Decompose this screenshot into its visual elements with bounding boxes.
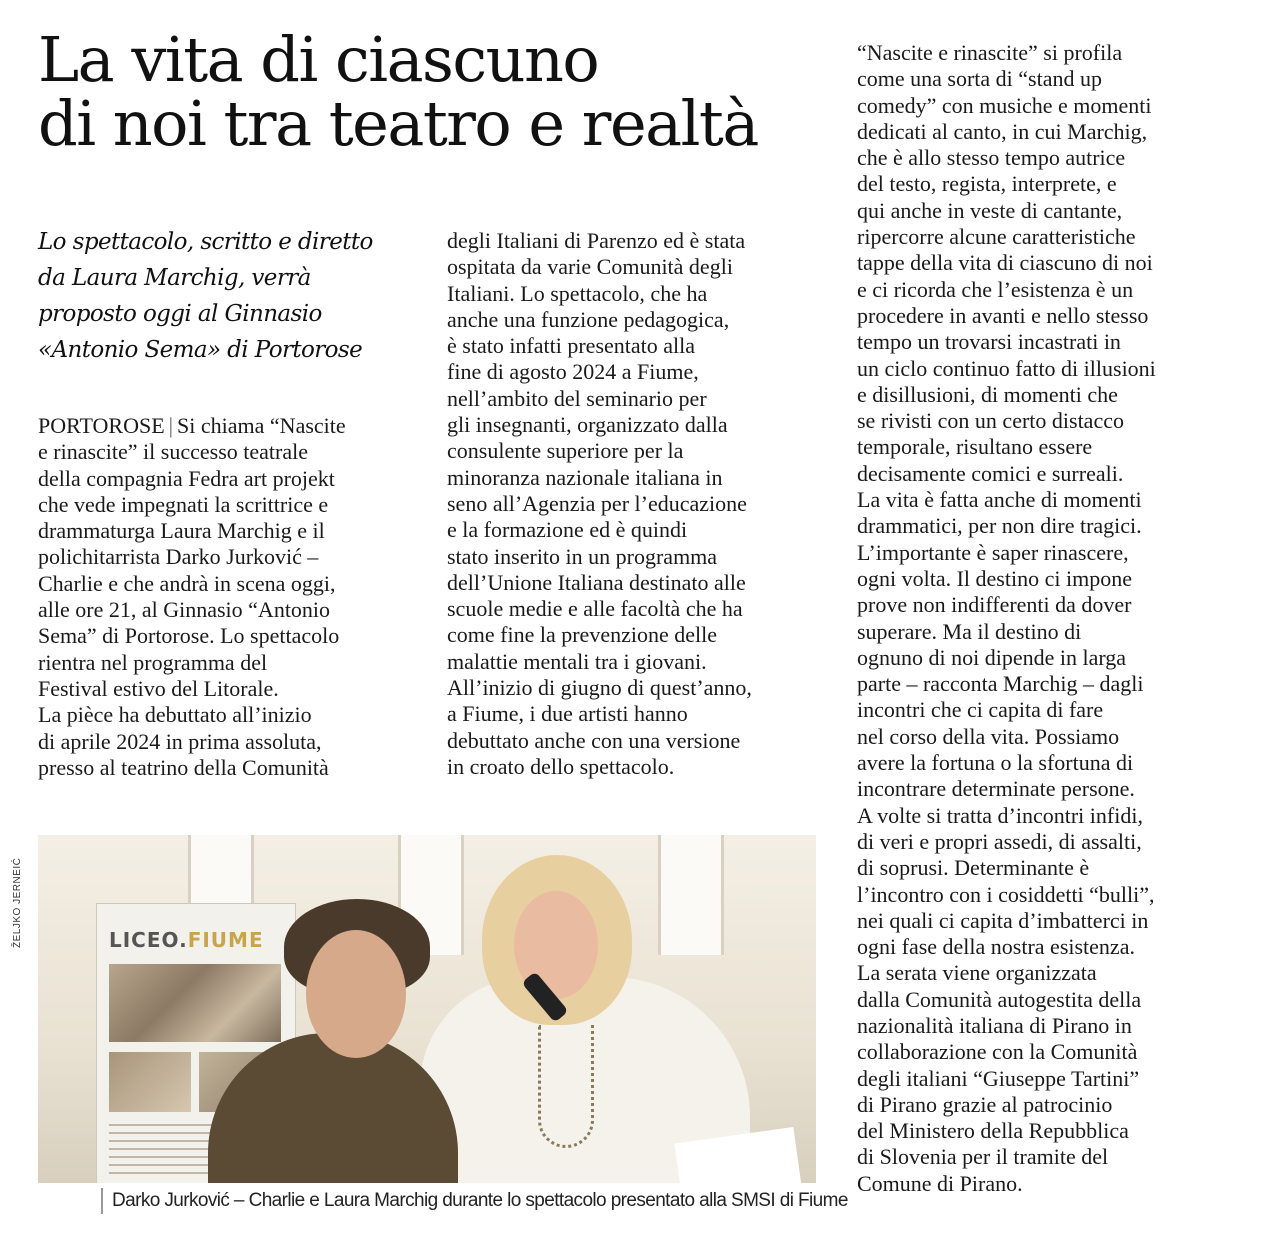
body-line: di aprile 2024 in prima assoluta, (38, 728, 322, 754)
body-line: procedere in avanti e nello stesso (857, 302, 1149, 328)
subheadline-line: Lo spettacolo, scritto e diretto (38, 229, 373, 255)
dateline-separator: | (168, 413, 174, 438)
body-line: degli Italiani di Parenzo ed è stata (447, 228, 746, 253)
banner-image (109, 964, 281, 1042)
body-line: del testo, regista, interprete, e (857, 171, 1117, 197)
body-line: incontrare determinate persone. (857, 776, 1135, 802)
body-line: “Nascite e rinascite” si profila (857, 40, 1123, 65)
body-line: ripercorre alcune caratteristiche (857, 224, 1136, 250)
body-line: dedicati al canto, in cui Marchig, (857, 118, 1148, 144)
body-line: ogni fase della nostra esistenza. (857, 934, 1135, 960)
body-line: un ciclo continuo fatto di illusioni (857, 355, 1156, 381)
headline-line-1: La vita di ciascuno (38, 23, 599, 96)
body-line: consulente superiore per la (447, 438, 684, 464)
body-line: ogni volta. Il destino ci impone (857, 565, 1132, 591)
article-photo (38, 835, 816, 1183)
necklace (538, 1025, 594, 1148)
body-line: Si chiama “Nascite (177, 413, 346, 438)
body-line: superare. Ma il destino di (857, 618, 1082, 644)
body-line: minoranza nazionale italiana in (447, 464, 723, 490)
banner-logo: LICEO.FIUME (109, 928, 264, 952)
body-line: La vita è fatta anche di momenti (857, 487, 1142, 513)
body-line: Charlie e che andrà in scena oggi, (38, 570, 336, 596)
body-line: in croato dello spettacolo. (447, 753, 675, 779)
body-line: di veri e propri assedi, di assalti, (857, 828, 1142, 854)
body-line: drammatici, per non dire tragici. (857, 513, 1142, 539)
body-line: Festival estivo del Litorale. (38, 675, 279, 701)
body-line: Italiani. Lo spettacolo, che ha (447, 280, 708, 306)
body-line: alle ore 21, al Ginnasio “Antonio (38, 597, 331, 623)
photo-credit-text: ŽELJKO JERNEIĆ (12, 857, 23, 948)
body-line: qui anche in veste di cantante, (857, 197, 1123, 223)
body-line: polichitarrista Darko Jurković – (38, 544, 319, 570)
photo-caption: Darko Jurković – Charlie e Laura Marchig durante lo spettacolo presentato alla SMSI di Fiume (112, 1190, 848, 1211)
subheadline-line: proposto oggi al Ginnasio (38, 301, 322, 327)
subheadline (38, 224, 428, 368)
body-line: l’incontro con i cosiddetti “bulli”, (857, 881, 1155, 907)
body-line: All’inizio di giugno di quest’anno, (447, 675, 752, 701)
body-line: La pièce ha debuttato all’inizio (38, 702, 312, 728)
body-line: drammaturga Laura Marchig e il (38, 518, 325, 544)
body-line: prove non indifferenti da dover (857, 592, 1132, 618)
body-line: come fine la prevenzione delle (447, 622, 717, 648)
body-line: temporale, risultano essere (857, 434, 1093, 460)
body-line: nei quali ci capita d’imbatterci in (857, 907, 1149, 933)
body-line: Sema” di Portorose. Lo spettacolo (38, 623, 340, 649)
banner-logo-accent: FIUME (187, 928, 264, 952)
subheadline-line: «Antonio Sema» di Portorose (38, 337, 363, 363)
body-line: e disillusioni, di momenti che (857, 381, 1118, 407)
dateline-line (38, 413, 423, 439)
body-line: Comune di Pirano. (857, 1170, 1023, 1196)
man-face (306, 930, 406, 1058)
body-line: seno all’Agenzia per l’educazione (447, 490, 747, 516)
body-line: che vede impegnati la scrittrice e (38, 491, 329, 517)
body-line: tempo un trovarsi incastrati in (857, 329, 1121, 355)
body-line: decisamente comici e surreali. (857, 460, 1124, 486)
body-line: collaborazione con la Comunità (857, 1039, 1138, 1065)
body-line: rientra nel programma del (38, 649, 268, 675)
body-line: dell’Unione Italiana destinato alle (447, 569, 746, 595)
body-line: malattie mentali tra i giovani. (447, 648, 707, 674)
headline-line-2: di noi tra teatro e realtà (38, 87, 758, 160)
body-line: e rinascite” il successo teatrale (38, 439, 308, 465)
photo-window (658, 835, 724, 955)
body-line: e la formazione ed è quindi (447, 517, 688, 543)
subheadline-line: da Laura Marchig, verrà (38, 265, 311, 291)
body-line: che è allo stesso tempo autrice (857, 145, 1126, 171)
body-line: L’importante è saper rinascere, (857, 539, 1129, 565)
body-line: è stato infatti presentato alla (447, 333, 696, 359)
body-line: ospitata da varie Comunità degli (447, 254, 733, 280)
body-line: a Fiume, i due artisti hanno (447, 701, 688, 727)
body-line: stato inserito in un programma (447, 543, 718, 569)
body-line: se rivisti con un certo distacco (857, 408, 1124, 434)
body-line: incontri che ci capita di fare (857, 697, 1104, 723)
body-line: della compagnia Fedra art projekt (38, 465, 335, 491)
body-line: nel corso della vita. Possiamo (857, 723, 1120, 749)
body-line: comedy” con musiche e momenti (857, 92, 1152, 118)
body-line: ognuno di noi dipende in larga (857, 644, 1127, 670)
body-line: di Pirano grazie al patrocinio (857, 1091, 1113, 1117)
photo-credit (10, 838, 34, 948)
body-line: debuttato anche con una versione (447, 727, 741, 753)
body-line: avere la fortuna o la sfortuna di (857, 750, 1134, 776)
article-column-3 (857, 40, 1232, 1197)
body-line: e ci ricorda che l’esistenza è un (857, 276, 1134, 302)
body-line: fine di agosto 2024 a Fiume, (447, 359, 699, 385)
body-line: A volte si tratta d’incontri infidi, (857, 802, 1143, 828)
body-line: La serata viene organizzata (857, 960, 1097, 986)
article-column-2 (447, 228, 832, 780)
body-line: parte – racconta Marchig – dagli (857, 671, 1144, 697)
caption-rule (101, 1188, 103, 1214)
dateline: PORTOROSE (38, 413, 165, 438)
body-line: presso al teatrino della Comunità (38, 754, 329, 780)
body-line: nazionalità italiana di Pirano in (857, 1012, 1132, 1038)
body-line: gli insegnanti, organizzato dalla (447, 412, 728, 438)
body-line: degli italiani “Giuseppe Tartini” (857, 1065, 1140, 1091)
body-line: anche una funzione pedagogica, (447, 306, 730, 332)
body-line: tappe della vita di ciascuno di noi (857, 250, 1153, 276)
article-column-1 (38, 413, 423, 781)
banner-image (109, 1052, 191, 1112)
headline (38, 23, 828, 160)
body-line: scuole medie e alle facoltà che ha (447, 596, 743, 622)
body-line: nell’ambito del seminario per (447, 385, 707, 411)
body-line: di soprusi. Determinante è (857, 855, 1090, 881)
body-line: del Ministero della Repubblica (857, 1118, 1129, 1144)
body-line: di Slovenia per il tramite del (857, 1144, 1109, 1170)
body-line: dalla Comunità autogestita della (857, 986, 1142, 1012)
body-line: come una sorta di “stand up (857, 66, 1102, 92)
banner-logo-text: LICEO (109, 928, 180, 952)
